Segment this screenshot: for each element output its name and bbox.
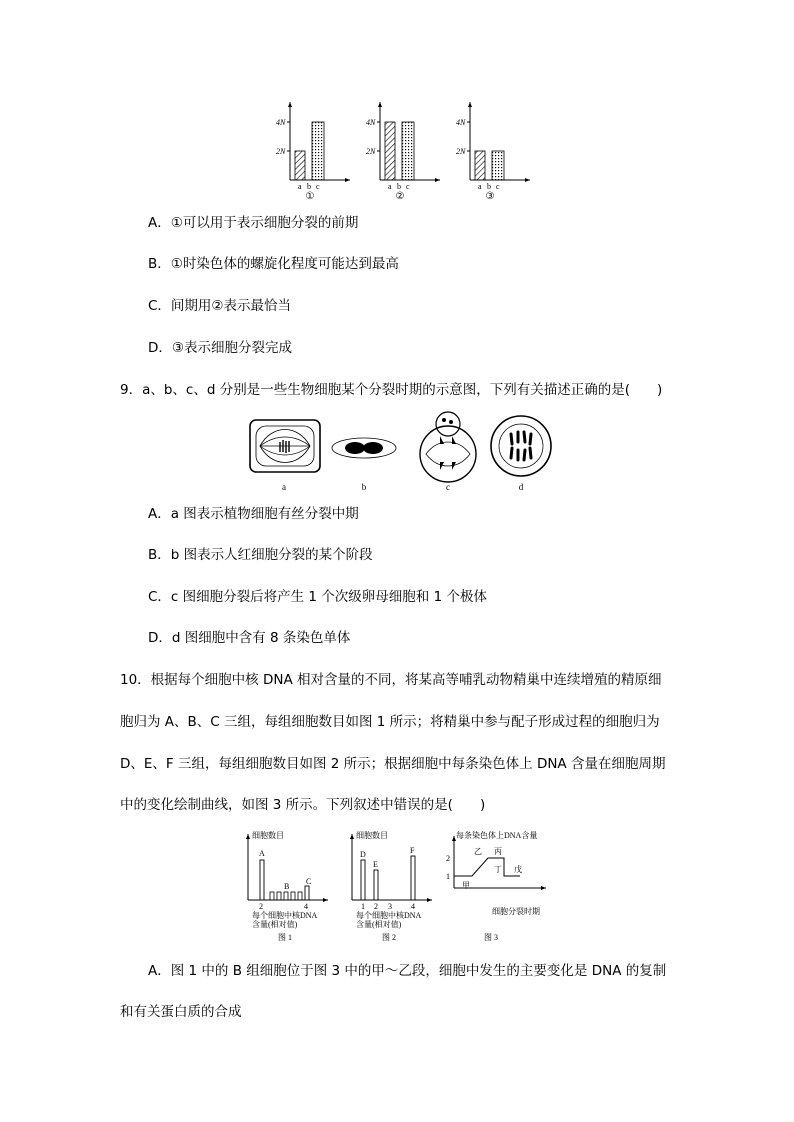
- fig2-bar-e: [374, 870, 378, 900]
- fig3-ytick-2: 2: [446, 854, 450, 863]
- q10-option-a-line-1: A．图 1 中的 B 组细胞位于图 3 中的甲～乙段，细胞中发生的主要变化是 DNA 的复制: [148, 963, 667, 979]
- q8-chart-2-ytick-4n: 4N: [366, 118, 376, 127]
- q8-chart-3-ytick-2n: 2N: [456, 147, 466, 156]
- fig2-caption: 图 2: [382, 933, 396, 942]
- q8-chart-3-x-arrow: [525, 178, 530, 182]
- q9-option-a: A．a 图表示植物细胞有丝分裂中期: [148, 506, 359, 522]
- fig2-bar-f: [411, 856, 415, 900]
- q8-chart-1-cat-a: a: [298, 182, 302, 191]
- q8-chart-2-x-arrow: [435, 178, 440, 182]
- q10-stem-line-4: 中的变化绘制曲线，如图 3 所示。下列叙述中错误的是( ): [120, 797, 486, 813]
- q8-chart-2-ytick-2n: 2N: [366, 147, 376, 156]
- q8-chart-1-y-arrow: [288, 102, 292, 107]
- q9-option-d: D．d 图细胞中含有 8 条染色单体: [148, 630, 351, 646]
- q9-cell-figures-svg: [246, 410, 556, 494]
- q8-chart-1-bar-a: [295, 151, 305, 180]
- fig3-caption: 图 3: [484, 933, 498, 942]
- cell-a-label: a: [282, 482, 286, 492]
- q8-chart-2-bar-c: [402, 122, 414, 180]
- fig3-ylabel: 每条染色体上DNA含量: [456, 831, 538, 840]
- cell-b-figure: [332, 438, 396, 492]
- fig3-label-wu: 戊: [514, 865, 522, 874]
- q8-chart-3-cat-a: a: [478, 182, 482, 191]
- fig2-xlabel-2: 含量(相对值): [356, 920, 402, 929]
- fig3-ytick-1: 1: [446, 872, 450, 881]
- fig2-xtick-2: 2: [374, 902, 378, 911]
- q9-stem: 9．a、b、c、d 分别是一些生物细胞某个分裂时期的示意图，下列有关描述正确的是( ): [120, 382, 663, 398]
- q8-chart-2-label: ②: [395, 191, 405, 202]
- fig1-bar-c: [305, 886, 309, 900]
- q8-chart-2-bar-a: [385, 122, 395, 180]
- fig2-bar-d: [361, 860, 365, 900]
- q8-chart-3-cat-c: c: [496, 182, 500, 191]
- fig2-chart: [350, 830, 432, 942]
- q8-chart-1-ytick-4n: 4N: [276, 118, 286, 127]
- q10-stem-line-1: 10．根据每个细胞中核 DNA 相对含量的不同，将某高等哺乳动物精巢中连续增殖的精原细: [120, 672, 662, 688]
- q9-option-c: C．c 图细胞分裂后将产生 1 个次级卵母细胞和 1 个极体: [148, 589, 487, 605]
- fig3-label-ding: 丁: [494, 865, 502, 874]
- fig1-xlabel-2: 含量(相对值): [252, 920, 298, 929]
- q8-charts-group: [276, 102, 530, 202]
- fig1-bar-a: [260, 860, 264, 900]
- fig3-label-bing: 丙: [494, 847, 502, 856]
- q8-chart-1-bar-c: [312, 122, 324, 180]
- fig2-ylabel: 细胞数目: [356, 831, 388, 840]
- fig1-chart: [246, 830, 328, 942]
- q10-stem-line-2: 胞归为 A、B、C 三组，每组细胞数目如图 1 所示；将精巢中参与配子形成过程的细胞归为: [120, 714, 660, 730]
- fig1-bar-b1: [270, 892, 274, 900]
- q8-chart-2-cat-c: c: [406, 182, 410, 191]
- q8-chart-3-cat-b: b: [487, 182, 491, 191]
- q8-option-a: A．①可以用于表示细胞分裂的前期: [148, 215, 359, 231]
- q8-chart-1-x-arrow: [345, 178, 350, 182]
- q8-chart-2-y-arrow: [378, 102, 382, 107]
- q8-bar-charts: [270, 98, 540, 204]
- fig1-bar-label-c: C: [306, 877, 312, 886]
- cell-b-label: b: [361, 482, 367, 492]
- q8-chart-3-bar-c: [492, 151, 504, 180]
- cell-c-label: c: [446, 482, 450, 492]
- fig1-xlabel-1: 每个细胞中核DNA: [252, 911, 318, 920]
- fig1-bar-b5: [298, 892, 302, 900]
- fig2-bar-label-d: D: [360, 850, 366, 859]
- fig2-xtick-3: 3: [388, 902, 392, 911]
- q8-chart-3-label: ③: [485, 191, 495, 202]
- q8-chart-3-bar-a: [475, 151, 485, 180]
- q8-chart-2-cat-b: b: [397, 182, 401, 191]
- fig3-label-jia: 甲: [462, 881, 470, 890]
- fig1-bar-label-a: A: [259, 849, 265, 858]
- fig2-bar-label-e: E: [373, 860, 378, 869]
- fig1-bar-b2: [277, 892, 281, 900]
- fig3-xlabel: 细胞分裂时期: [492, 907, 540, 916]
- fig3-curve: [454, 858, 520, 876]
- q8-chart-3-ytick-4n: 4N: [456, 118, 466, 127]
- q8-chart-1-cat-c: c: [316, 182, 320, 191]
- fig2-xtick-1: 1: [361, 902, 365, 911]
- cell-c-figure: [420, 412, 476, 492]
- fig1-bar-b3: [284, 892, 288, 900]
- q10-figures-svg: [240, 826, 560, 946]
- q10-figures: [240, 826, 560, 946]
- fig1-xtick-4: 4: [304, 902, 308, 911]
- q10-option-a-line-2: 和有关蛋白质的合成: [120, 1004, 242, 1020]
- cell-a-figure: [250, 420, 320, 492]
- fig2-xlabel-1: 每个细胞中核DNA: [356, 911, 422, 920]
- q8-chart-1-ytick-2n: 2N: [276, 147, 286, 156]
- cell-d-label: d: [518, 482, 524, 492]
- q8-chart-1-cat-b: b: [307, 182, 311, 191]
- q8-option-d: D．③表示细胞分裂完成: [148, 340, 292, 356]
- fig1-caption: 图 1: [278, 933, 292, 942]
- fig2-xtick-4: 4: [411, 902, 415, 911]
- q8-chart-3-y-arrow: [468, 102, 472, 107]
- q9-option-b: B．b 图表示人红细胞分裂的某个阶段: [148, 547, 373, 563]
- q8-chart-2-cat-a: a: [388, 182, 392, 191]
- q8-option-c: C．间期用②表示最恰当: [148, 298, 292, 314]
- q10-stem-line-3: D、E、F 三组，每组细胞数目如图 2 所示；根据细胞中每条染色体上 DNA 含量在细胞周期: [120, 756, 666, 772]
- fig1-xtick-2: 2: [259, 902, 263, 911]
- fig2-bar-label-f: F: [410, 846, 415, 855]
- q8-chart-1-label: ①: [305, 191, 315, 202]
- fig3-label-yi: 乙: [474, 847, 482, 856]
- q9-cell-figures: [246, 410, 556, 494]
- fig3-chart: [446, 830, 546, 942]
- cell-d-figure: [491, 416, 551, 492]
- q8-option-b: B．①时染色体的螺旋化程度可能达到最高: [148, 256, 399, 272]
- fig1-bar-b4: [291, 892, 295, 900]
- fig1-ylabel: 细胞数目: [252, 831, 284, 840]
- fig1-bar-label-b: B: [284, 882, 290, 891]
- q8-bar-charts-svg: [270, 98, 540, 204]
